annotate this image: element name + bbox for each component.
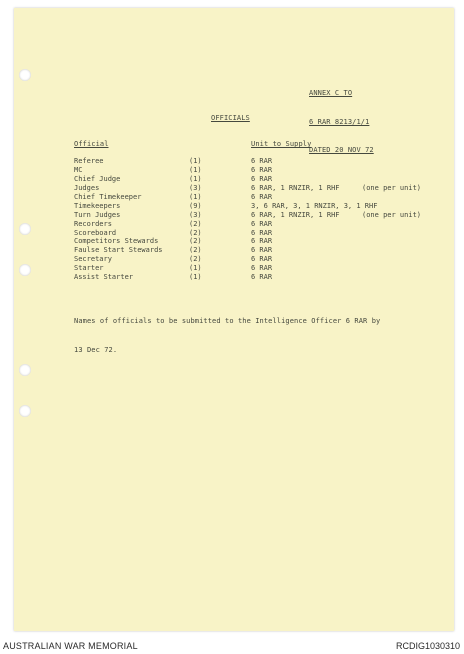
annex-line-2: 6 RAR 8213/1/1 [309,117,370,126]
official-count: (2) [189,219,202,228]
unit-to-supply: 6 RAR [251,192,273,201]
official-count: (3) [189,183,202,192]
unit-to-supply: 6 RAR [251,174,273,183]
unit-to-supply: 6 RAR [251,157,273,165]
official-name: Scoreboard [74,228,117,237]
archive-id: RCDIG1030310 [395,641,460,651]
submission-note-line-1: Names of officials to be submitted to the Intelligence Officer 6 RAR by [74,317,381,325]
official-count: (1) [189,264,202,273]
punch-hole [19,405,31,417]
punch-hole [19,223,31,235]
official-name: Assist Starter [74,273,134,282]
official-name: Judges [74,183,100,192]
unit-to-supply: 6 RAR [251,219,273,228]
unit-to-supply: 6 RAR [251,255,273,264]
official-count: (3) [189,210,202,219]
submission-note [74,298,380,365]
official-name: Turn Judges [74,210,121,219]
official-name: Secretary [74,255,112,264]
unit-to-supply: 6 RAR [251,264,273,273]
official-name: Chief Judge [74,174,121,183]
unit-to-supply: 6 RAR [251,228,273,237]
archive-footer [0,637,464,654]
official-count: (2) [189,255,202,264]
unit-to-supply: 6 RAR [251,237,273,246]
page-title: OFFICIALS [211,114,250,122]
official-count: (2) [189,246,202,255]
official-count: (9) [189,201,202,210]
annex-line-3: DATED 20 NOV 72 [309,146,374,154]
unit-to-supply: 6 RAR [251,165,273,174]
annex-line-1: ANNEX C TO [309,89,353,97]
official-count: (2) [189,237,202,246]
punch-hole [19,264,31,276]
annex-reference [309,70,374,165]
official-name: MC [74,165,83,174]
column-header-unit: Unit to Supply [251,140,312,148]
official-name: Recorders [74,219,112,228]
unit-to-supply: 6 RAR, 1 RNZIR, 1 RHF [251,210,340,219]
punch-hole [19,364,31,376]
row-note: (one per unit) [362,183,422,192]
official-count: (2) [189,228,202,237]
official-name: Competitors Stewards [74,237,159,246]
official-count: (1) [189,192,202,201]
official-name: Chief Timekeeper [74,192,142,201]
unit-to-supply: 6 RAR [251,246,273,255]
column-header-official: Official [74,140,109,148]
official-count: (1) [189,157,202,165]
unit-to-supply: 3, 6 RAR, 3, 1 RNZIR, 3, 1 RHF [251,201,378,210]
unit-to-supply: 6 RAR, 1 RNZIR, 1 RHF [251,183,340,192]
official-name: Timekeepers [74,201,121,210]
punch-hole [19,69,31,81]
archive-name: AUSTRALIAN WAR MEMORIAL [3,641,138,651]
official-count: (1) [189,273,202,282]
unit-to-supply: 6 RAR [251,273,273,282]
official-count: (1) [189,165,202,174]
official-count: (1) [189,174,202,183]
official-name: Referee [74,157,104,165]
official-name: Starter [74,264,104,273]
submission-note-line-2: 13 Dec 72. [74,345,118,354]
official-name: Faulse Start Stewards [74,246,163,255]
row-note: (one per unit) [362,210,422,219]
